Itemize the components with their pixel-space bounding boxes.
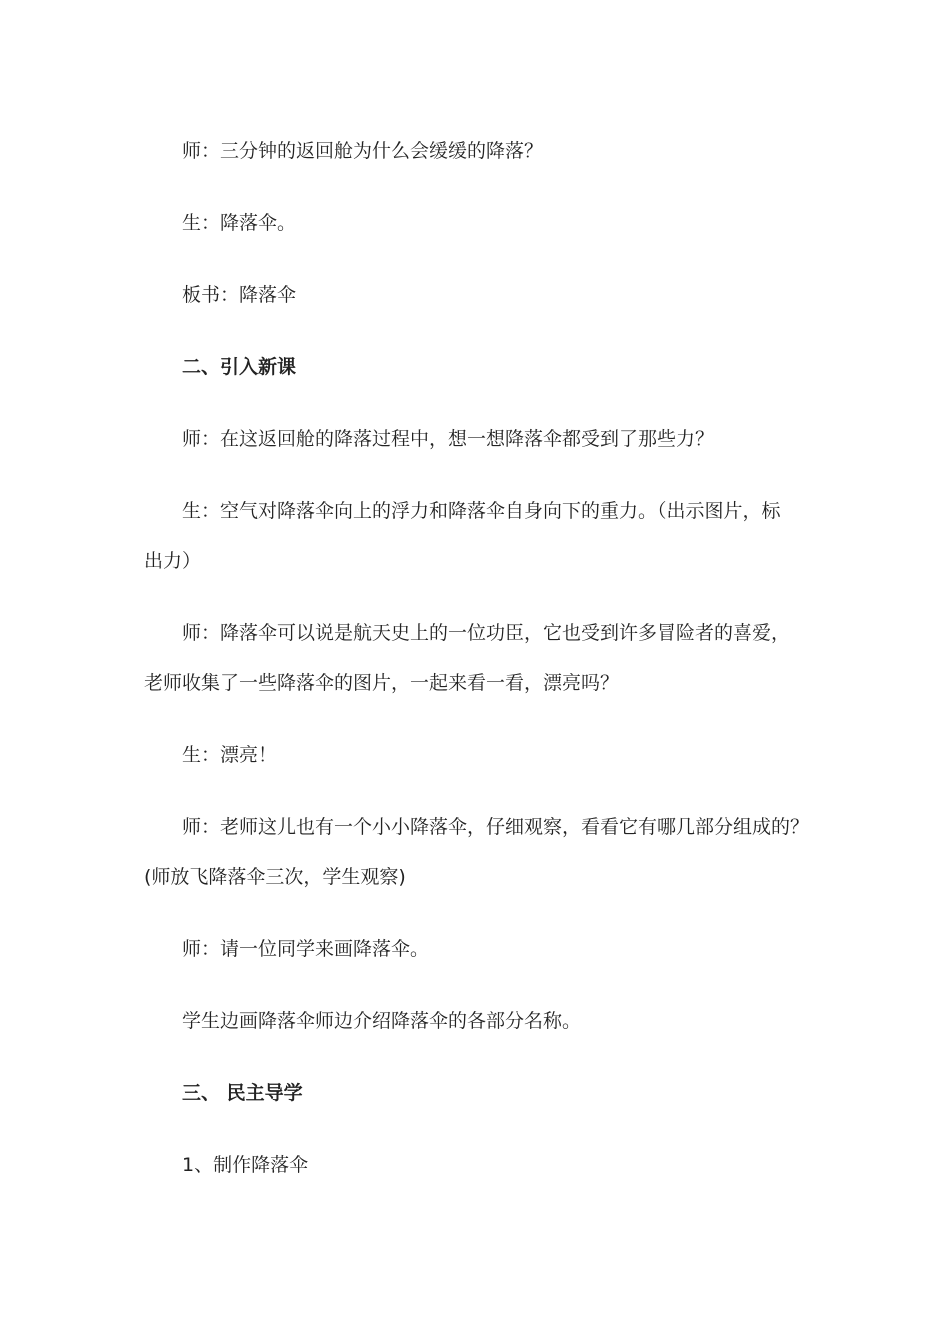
paragraph-text: 1、制作降落伞	[182, 1154, 309, 1176]
paragraph-text: 生：降落伞。	[182, 212, 297, 234]
paragraph-text: 板书：降落伞	[182, 284, 297, 306]
paragraph-student-answer-2-cont	[144, 536, 809, 586]
paragraph-line-2: 老师收集了一些降落伞的图片，一起来看一看，漂亮吗？	[144, 672, 620, 694]
paragraph-teacher-question-4	[144, 802, 809, 852]
paragraph-teacher-question-1	[144, 126, 809, 176]
paragraph-student-answer-2	[144, 486, 809, 536]
paragraph-teacher-request	[144, 924, 809, 974]
section-heading-3	[144, 1068, 809, 1118]
section-heading-2	[144, 342, 809, 392]
paragraph-teacher-question-2	[144, 414, 809, 464]
paragraph-step-1	[144, 1140, 809, 1190]
paragraph-text: 师：三分钟的返回舱为什么会缓缓的降落？	[182, 140, 544, 162]
paragraph-teacher-question-4-cont	[144, 852, 809, 902]
paragraph-text: 师：请一位同学来画降落伞。	[182, 938, 430, 960]
paragraph-blackboard-note	[144, 270, 809, 320]
heading-text: 三、 民主导学	[182, 1082, 303, 1104]
paragraph-student-drawing	[144, 996, 809, 1046]
paragraph-text: 师：在这返回舱的降落过程中，想一想降落伞都受到了那些力？	[182, 428, 715, 450]
paragraph-line-2: (师放飞降落伞三次，学生观察)	[144, 866, 406, 888]
paragraph-text: 生：漂亮！	[182, 744, 278, 766]
paragraph-line-1: 师：降落伞可以说是航天史上的一位功臣，它也受到许多冒险者的喜爱，	[182, 622, 791, 644]
paragraph-text: 学生边画降落伞师边介绍降落伞的各部分名称。	[182, 1010, 582, 1032]
paragraph-teacher-statement-3-cont	[144, 658, 809, 708]
paragraph-line-1: 生：空气对降落伞向上的浮力和降落伞自身向下的重力。（出示图片，标	[182, 500, 781, 522]
paragraph-line-1: 师：老师这儿也有一个小小降落伞，仔细观察，看看它有哪几部分组成的？	[182, 816, 810, 838]
paragraph-student-answer-3	[144, 730, 809, 780]
paragraph-teacher-statement-3	[144, 608, 809, 658]
heading-text: 二、引入新课	[182, 356, 297, 378]
paragraph-line-2: 出力）	[144, 550, 202, 572]
paragraph-student-answer-1	[144, 198, 809, 248]
